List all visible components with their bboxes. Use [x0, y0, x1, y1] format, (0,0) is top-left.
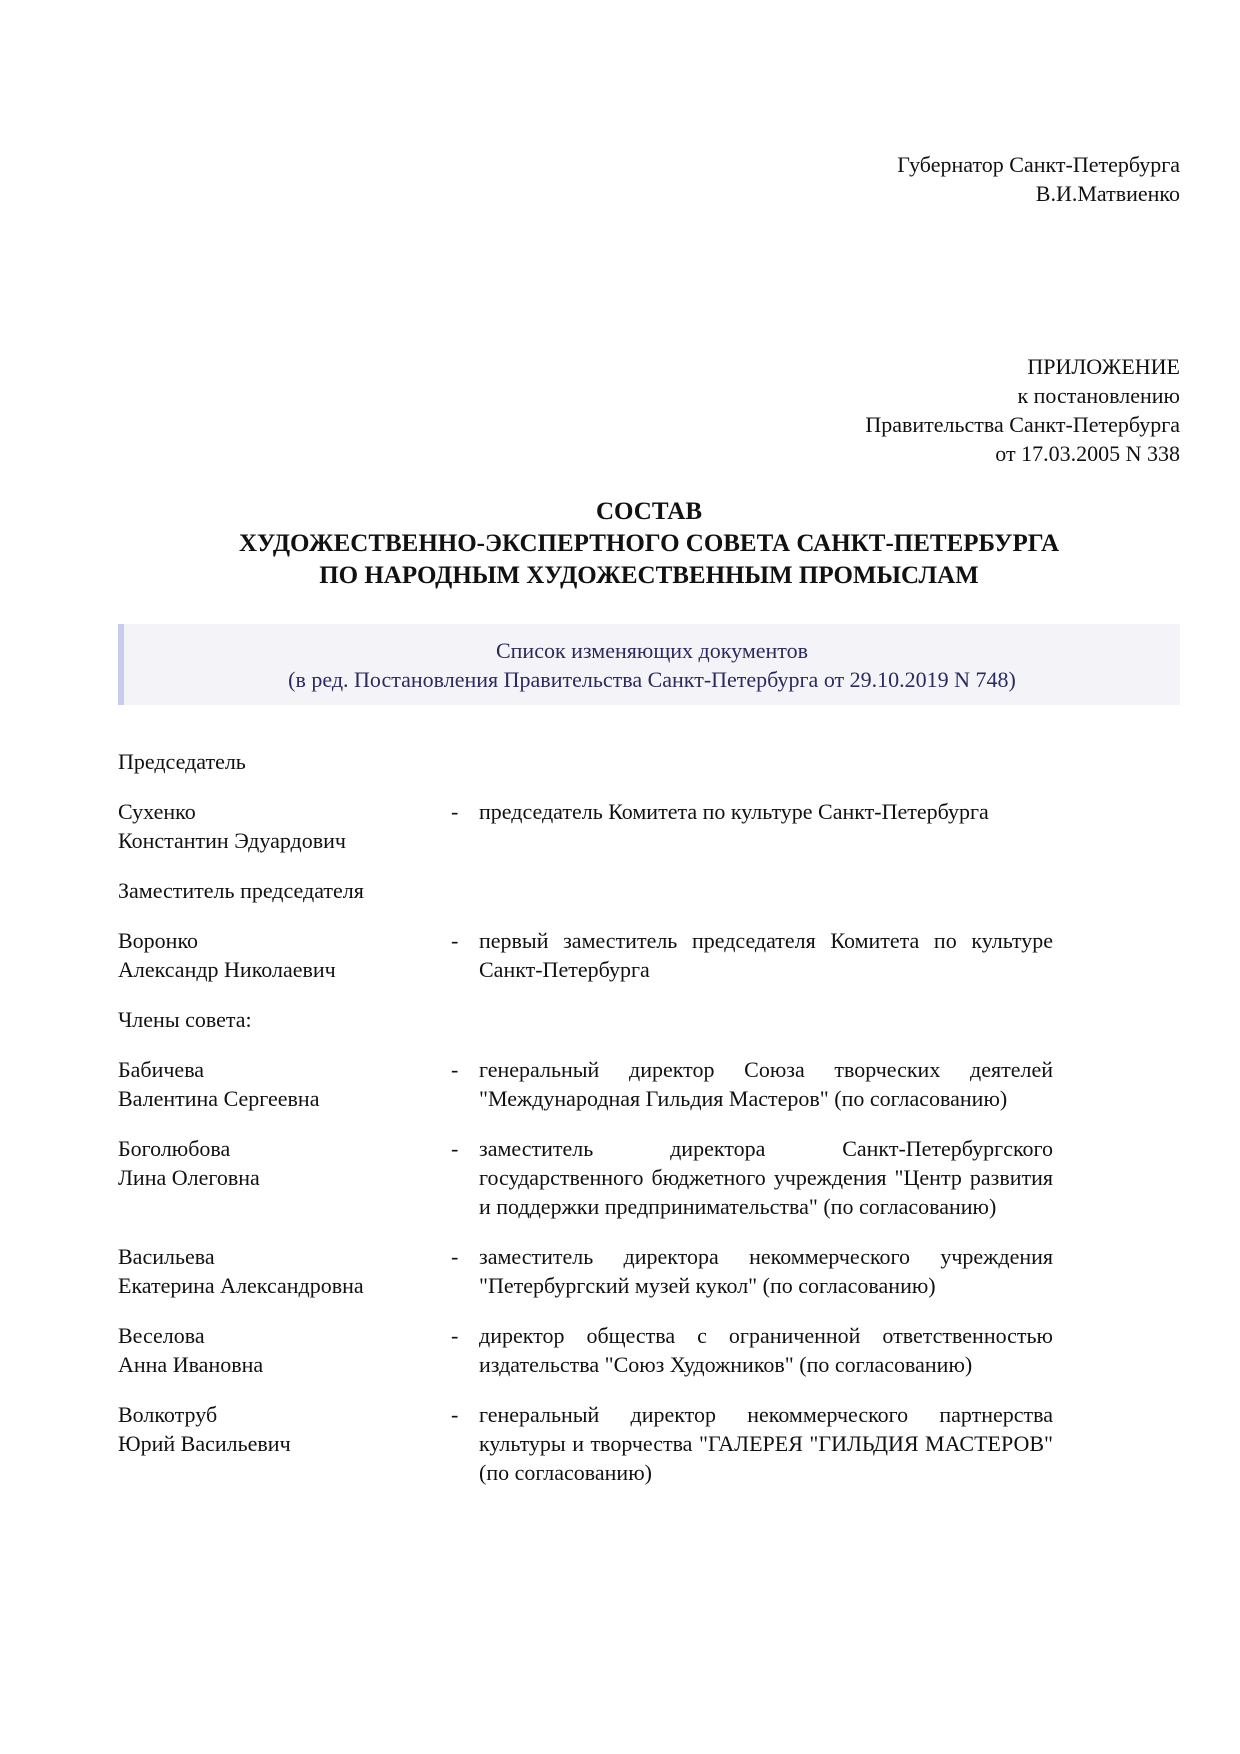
member-given-names: Валентина Сергеевна [118, 1086, 320, 1111]
member-given-names: Лина Олеговна [118, 1165, 260, 1190]
title-line-2: ХУДОЖЕСТВЕННО-ЭКСПЕРТНОГО СОВЕТА САНКТ-ПЕТЕРБУРГА [238, 530, 1060, 557]
member-name [118, 1055, 451, 1113]
member-position: председатель Комитета по культуре Санкт-Петербурга [479, 799, 989, 824]
member-entry [118, 1242, 1053, 1300]
member-position: директор общества с ограниченной ответственностью издательства "Союз Художников" (по согласованию) [479, 1323, 1053, 1377]
member-position: генеральный директор некоммерческого партнерства культуры и творчества "ГАЛЕРЕЯ "ГИЛЬДИЯ МАСТЕРОВ" (по согласованию) [479, 1402, 1053, 1485]
document-title [118, 496, 1180, 592]
member-given-names: Юрий Васильевич [118, 1431, 291, 1456]
member-position: заместитель директора Санкт-Петербургского государственного бюджетного учреждения "Центр развития и поддержки предпринимательства" (по согласованию) [479, 1136, 1053, 1219]
member-name [118, 926, 451, 984]
dash-separator: - [451, 799, 459, 824]
governor-signature [480, 150, 1180, 208]
council-composition [118, 747, 1053, 1508]
appendix-header [480, 352, 1180, 468]
member-surname: Васильева [118, 1244, 215, 1269]
member-surname: Боголюбова [118, 1136, 231, 1161]
signature-name: В.И.Матвиенко [1035, 181, 1180, 206]
member-position: первый заместитель председателя Комитета по культуре Санкт-Петербурга [479, 928, 1053, 982]
members-heading: Члены совета: [118, 1007, 252, 1032]
member-position: заместитель директора некоммерческого учреждения "Петербургский музей кукол" (по согласованию) [479, 1244, 1053, 1298]
dash-separator: - [451, 1244, 459, 1269]
member-name [118, 1400, 451, 1487]
member-surname: Сухенко [118, 799, 196, 824]
dash-separator: - [451, 1136, 459, 1161]
member-given-names: Александр Николаевич [118, 957, 336, 982]
revisions-link[interactable]: (в ред. Постановления Правительства Санкт-Петербурга от 29.10.2019 N 748) [288, 667, 1016, 692]
appendix-line-3: от 17.03.2005 N 338 [995, 441, 1180, 466]
member-surname: Волкотруб [118, 1402, 218, 1427]
member-given-names: Екатерина Александровна [118, 1273, 364, 1298]
member-surname: Бабичева [118, 1057, 205, 1082]
appendix-line-1: к постановлению [1017, 383, 1180, 408]
revisions-box [118, 624, 1180, 705]
member-surname: Воронко [118, 928, 199, 953]
title-line-3: ПО НАРОДНЫМ ХУДОЖЕСТВЕННЫМ ПРОМЫСЛАМ [319, 562, 979, 589]
member-surname: Веселова [118, 1323, 205, 1348]
dash-separator: - [451, 1323, 459, 1348]
deputy-entry [118, 926, 1053, 984]
dash-separator: - [451, 1402, 459, 1427]
revisions-heading: Список изменяющих документов [495, 638, 808, 663]
signature-title: Губернатор Санкт-Петербурга [897, 152, 1180, 177]
member-position: генеральный директор Союза творческих деятелей "Международная Гильдия Мастеров" (по согласованию) [479, 1057, 1053, 1111]
deputy-heading: Заместитель председателя [118, 878, 364, 903]
chair-heading: Председатель [118, 749, 246, 774]
title-line-1: СОСТАВ [595, 498, 703, 525]
member-given-names: Константин Эдуардович [118, 828, 346, 853]
dash-separator: - [451, 1057, 459, 1082]
member-entry [118, 1321, 1053, 1379]
appendix-label: ПРИЛОЖЕНИЕ [1027, 354, 1180, 379]
member-entry [118, 1134, 1053, 1221]
member-entry [118, 1400, 1053, 1487]
dash-separator: - [451, 928, 459, 953]
member-given-names: Анна Ивановна [118, 1352, 264, 1377]
member-name [118, 797, 451, 855]
member-name [118, 1321, 451, 1379]
chair-entry [118, 797, 1053, 855]
member-name [118, 1242, 451, 1300]
appendix-line-2: Правительства Санкт-Петербурга [865, 412, 1180, 437]
member-entry [118, 1055, 1053, 1113]
member-name [118, 1134, 451, 1221]
